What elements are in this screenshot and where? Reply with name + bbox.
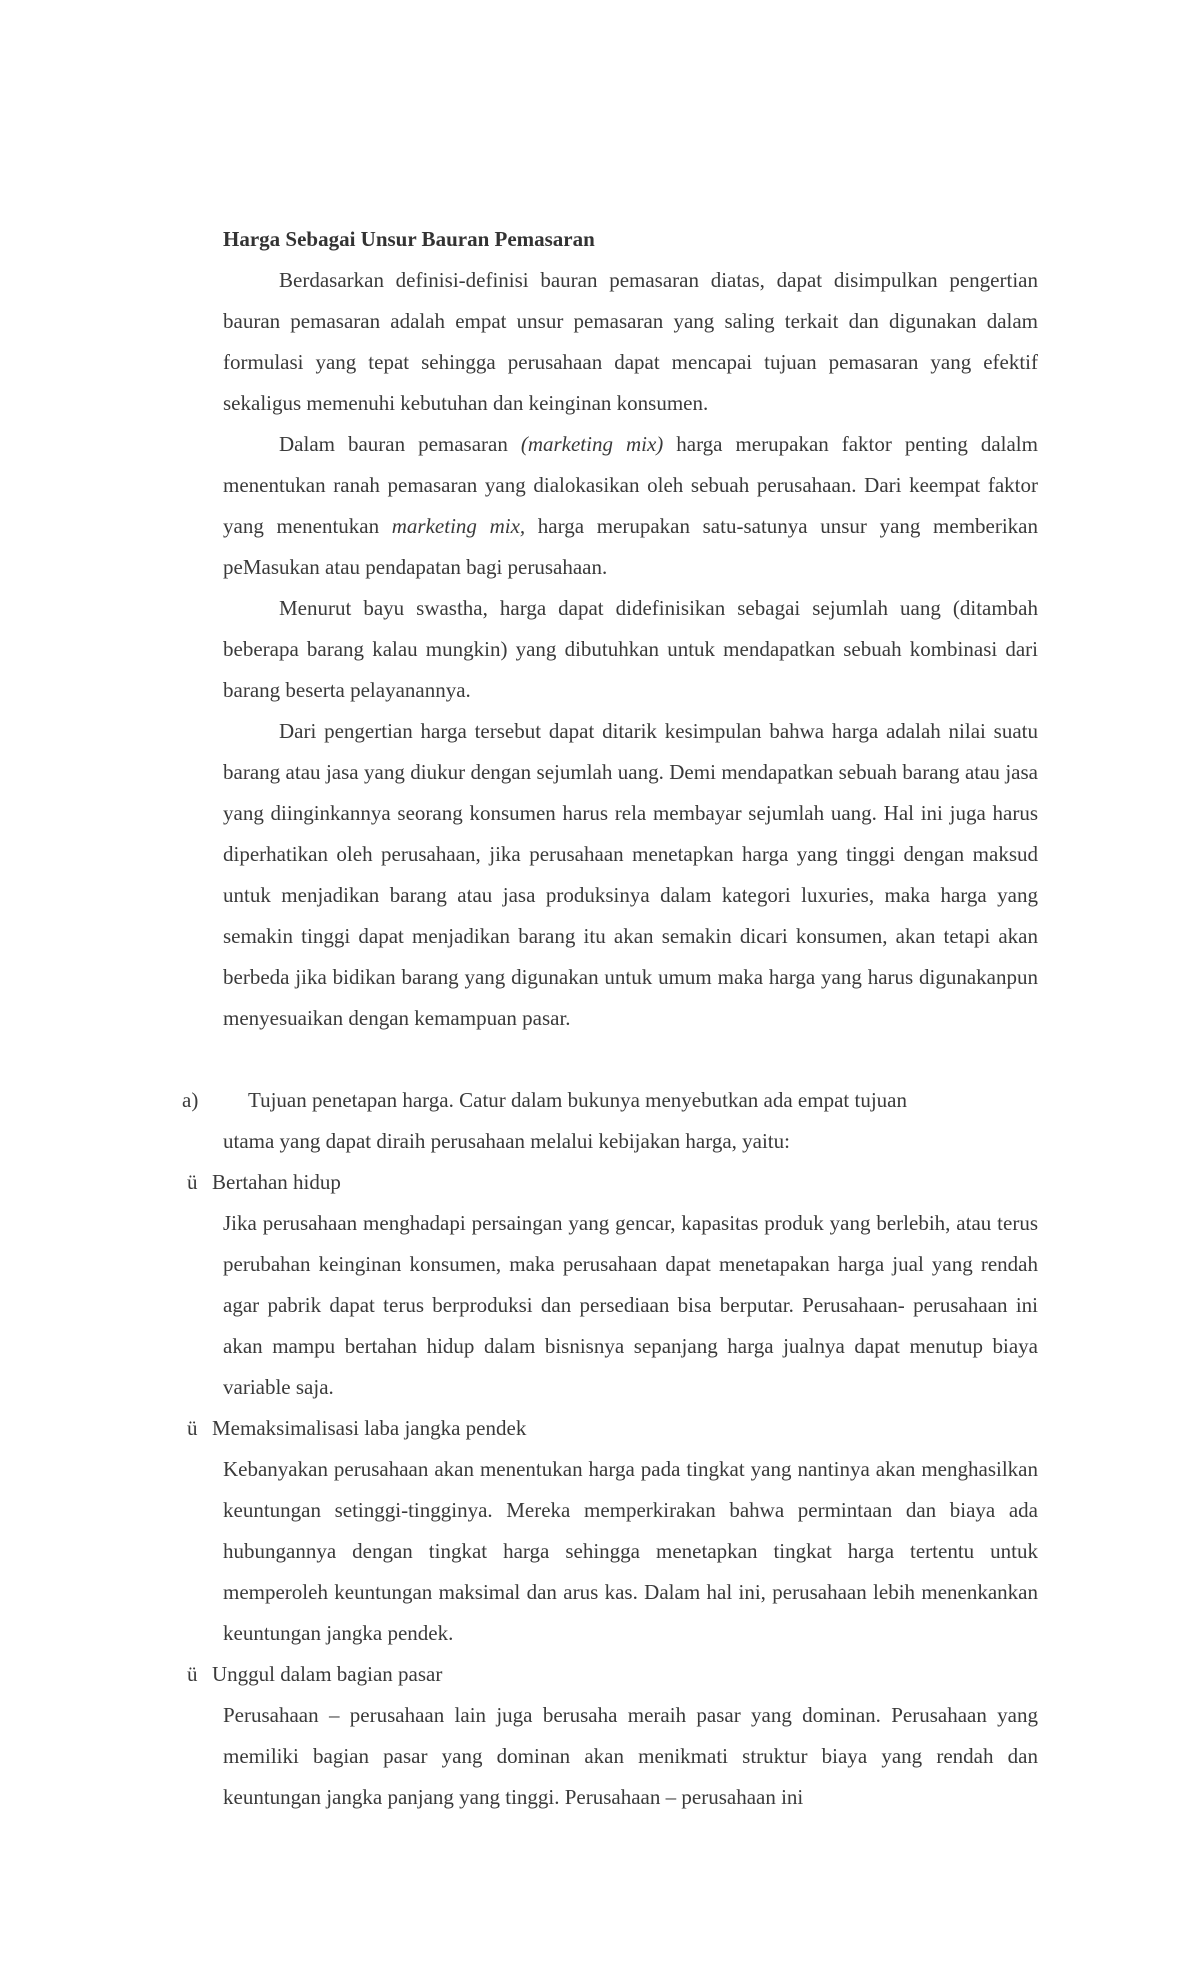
paragraph-2-italic-1: (marketing mix)	[520, 432, 664, 456]
paragraph-2-text-b: harga merupakan faktor penting dalalm menentukan ranah pemasaran yang dialokasikan oleh sebuah perusahaan. Dari keempat faktor yang menentukan	[223, 432, 1038, 538]
paragraph-3: Menurut bayu swastha, harga dapat didefinisikan sebagai sejumlah uang (ditambah beberapa barang kalau mungkin) yang dibutuhkan untuk mendapatkan sebuah kombinasi dari barang beserta pelayanannya.	[223, 596, 1038, 702]
paragraph-2	[223, 424, 1038, 588]
list-marker-a: a)	[182, 1088, 199, 1112]
check-bullet-icon: ü	[187, 1416, 198, 1440]
paragraph-2-text-a: Dalam bauran pemasaran	[279, 432, 521, 456]
bullet-title-3: Unggul dalam bagian pasar	[212, 1662, 443, 1686]
bullet-body-3: Perusahaan – perusahaan lain juga berusaha meraih pasar yang dominan. Perusahaan yang memiliki bagian pasar yang dominan akan menikmati struktur biaya yang rendah dan keuntungan jangka panjang yang tinggi. Perusahaan – perusahaan ini	[223, 1703, 1038, 1809]
section-heading: Harga Sebagai Unsur Bauran Pemasaran	[223, 227, 595, 251]
paragraph-1: Berdasarkan definisi-definisi bauran pemasaran diatas, dapat disimpulkan pengertian bauran pemasaran adalah empat unsur pemasaran yang saling terkait dan digunakan dalam formulasi yang tepat sehingga perusahaan dapat mencapai tujuan pemasaran yang efektif sekaligus memenuhi kebutuhan dan keinginan konsumen.	[223, 268, 1038, 415]
bullet-body-1: Jika perusahaan menghadapi persaingan yang gencar, kapasitas produk yang berlebih, atau terus perubahan keinginan konsumen, maka perusahaan dapat menetapakan harga jual yang rendah agar pabrik dapat terus berproduksi dan persediaan bisa berputar. Perusahaan- perusahaan ini akan mampu bertahan hidup dalam bisnisnya sepanjang harga jualnya dapat menutup biaya variable saja.	[223, 1211, 1038, 1399]
paragraph-2-italic-2: marketing mix,	[391, 514, 526, 538]
check-bullet-icon: ü	[187, 1662, 198, 1686]
paragraph-2-text-c: harga merupakan satu-satunya unsur yang memberikan peMasukan atau pendapatan bagi perusahaan.	[223, 514, 1038, 579]
list-item-a-line-2: utama yang dapat diraih perusahaan melalui kebijakan harga, yaitu:	[223, 1129, 790, 1153]
bullet-body-2: Kebanyakan perusahaan akan menentukan harga pada tingkat yang nantinya akan menghasilkan keuntungan setinggi-tingginya. Mereka memperkirakan bahwa permintaan dan biaya ada hubungannya dengan tingkat harga sehingga menetapkan tingkat harga tertentu untuk memperoleh keuntungan maksimal dan arus kas. Dalam hal ini, perusahaan lebih menenkankan keuntungan jangka pendek.	[223, 1457, 1038, 1645]
bullet-title-2: Memaksimalisasi laba jangka pendek	[212, 1416, 527, 1440]
paragraph-4: Dari pengertian harga tersebut dapat ditarik kesimpulan bahwa harga adalah nilai suatu barang atau jasa yang diukur dengan sejumlah uang. Demi mendapatkan sebuah barang atau jasa yang diinginkannya seorang konsumen harus rela membayar sejumlah uang. Hal ini juga harus diperhatikan oleh perusahaan, jika perusahaan menetapkan harga yang tinggi dengan maksud untuk menjadikan barang atau jasa produksinya dalam kategori luxuries, maka harga yang semakin tinggi dapat menjadikan barang itu akan semakin dicari konsumen, akan tetapi akan berbeda jika bidikan barang yang digunakan untuk umum maka harga yang harus digunakanpun menyesuaikan dengan kemampuan pasar.	[223, 719, 1038, 1030]
check-bullet-icon: ü	[187, 1170, 198, 1194]
list-item-a-line-1: Tujuan penetapan harga. Catur dalam bukunya menyebutkan ada empat tujuan	[248, 1088, 907, 1112]
bullet-title-1: Bertahan hidup	[212, 1170, 341, 1194]
